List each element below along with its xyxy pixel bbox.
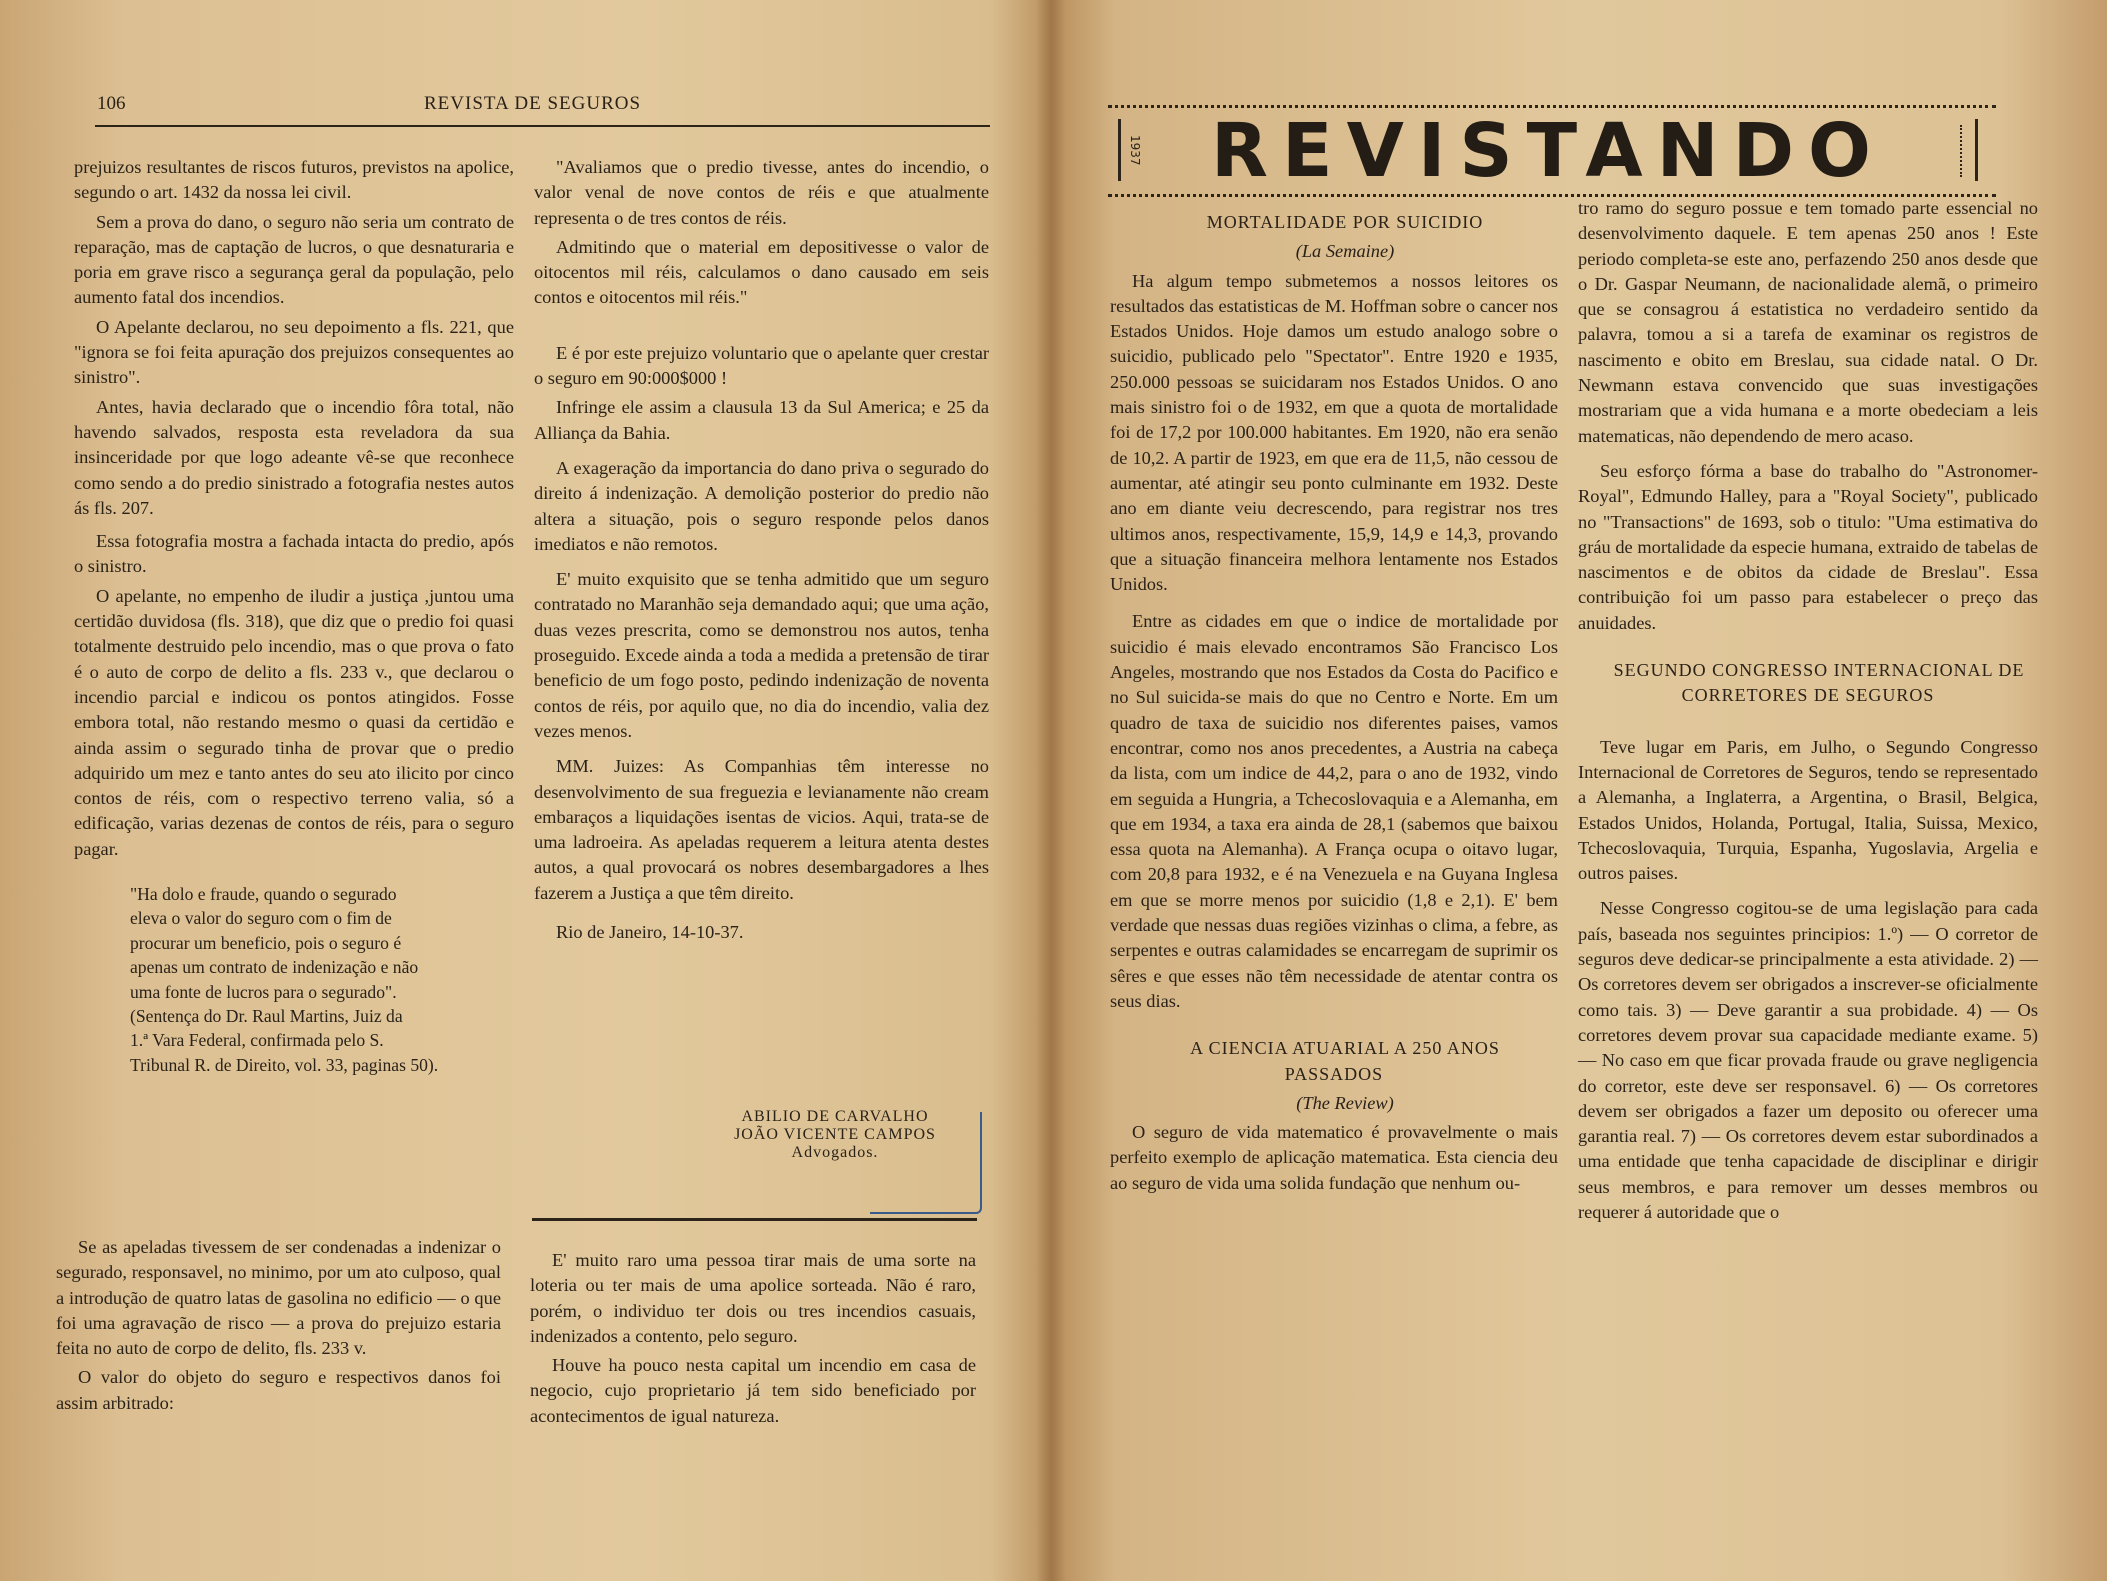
pen-mark <box>870 1112 982 1214</box>
paragraph: MM. Juizes: As Companhias têm interesse no desenvolvimento de sua freguezia e levianamente não cream embaraços a liquidações isentas de vicios. Aqui, trata-se de uma ladroeira. As apeladas requerem a leitura atenta destes autos, a qual provocará os nobres desembargadores a lhes fazerem a Justiça a que têm direito. <box>534 756 989 903</box>
quote-line: procurar um beneficio, pois o seguro é <box>130 932 402 953</box>
article-heading: SEGUNDO CONGRESSO INTERNACIONAL DE CORRETORES DE SEGUROS <box>1613 660 2025 706</box>
masthead <box>1108 105 1996 197</box>
right-column-3 <box>1110 210 1558 1200</box>
quote-line: Tribunal R. de Direito, vol. 33, paginas 50). <box>130 1054 439 1075</box>
running-head: REVISTA DE SEGUROS <box>424 93 642 114</box>
paragraph: O valor do objeto do seguro e respectivos danos foi assim arbitrado: <box>56 1367 501 1413</box>
quote-line: uma fonte de lucros para o segurado". <box>130 981 397 1002</box>
signatory-name: ABILIO DE CARVALHO <box>741 1108 929 1125</box>
quote-line: 1.ª Vara Federal, confirmada pelo S. <box>130 1030 384 1051</box>
paragraph: Nesse Congresso cogitou-se de uma legislação para cada país, baseada nos seguintes principios: 1.º) — O corretor de seguros deve dedicar-se principalmente a esta atividade. 2) — Os corretores devem ser obrigados a inscrever-se oficialmente como tais. 3) — Deve garantir a sua probidade. 4) — Os corretores devem provar sua capacidade mediante exame. 5) — No caso em que ficar provada fraude ou grave negligencia do corretor, este deve ser responsavel. 6) — Os corretores devem ser obrigados a fazer um deposito ou oferecer uma garantia real. 7) — Os corretores devem estar subordinados a uma entidade que tenha capacidade de disciplinar e dirigir seus membros, e para remover um desses membros ou requerer á autoridade que o <box>1578 898 2038 1222</box>
paragraph: tro ramo do seguro possue e tem tomado parte essencial no desenvolvimento daquele. E tem apenas 250 anos ! Este periodo completa-se este ano, perfazendo 250 anos desde que o Dr. Gaspar Neumann, de nacionalidade alemã, o primeiro que se consagrou á estatistica no verdadeiro sentido da palavra, tomou a si a tarefa de examinar os registros de nascimento e obito em Breslau, sua cidade natal. O Dr. Newmann estava convencido que suas investigações mostrariam que a vida humana e a morte obedeciam a leis matematicas, não dependendo de mero acaso. <box>1578 198 2038 446</box>
paragraph: Ha algum tempo submetemos a nossos leitores os resultados das estatisticas de M. Hoffman sobre o cancer nos Estados Unidos. Hoje damos um estudo analogo sobre o suicidio, publicado pelo "Spectator". Entre 1920 e 1935, 250.000 pessoas se suicidaram nos Estados Unidos. O ano mais sinistro foi o de 1932, em que a quota de mortalidade foi de 17,2 por 100.000 habitantes. Em 1920, não era senão de 10,2. A partir de 1923, em que era de 11,5, não cessou de aumentar, até atingir seu ponto culminante em 1932. Deste ano em diante veiu decrescendo, para registrar nos tres ultimos anos, respectivamente, 15,9, 14,9 e 14,3, provando que a situação financeira melhora lentamente nos Estados Unidos. <box>1110 270 1558 595</box>
paragraph: Essa fotografia mostra a fachada intacta do predio, após o sinistro. <box>74 531 514 577</box>
paragraph: Infringe ele assim a clausula 13 da Sul America; e 25 da Alliança da Bahia. <box>534 397 989 443</box>
masthead-ornament <box>1960 125 1986 177</box>
page-gutter <box>1036 0 1066 1581</box>
paragraph: O apelante, no empenho de iludir a justiça ,juntou uma certidão duvidosa (fls. 318), que diz que o predio foi quasi totalmente destruido pelo incendio, mas o que prova o fato é o auto de corpo de delito a fls. 233 v., que declarou o incendio parcial e indicou os pontos atingidos. Fosse embora total, não restando mesmo o quasi da certidão e ainda assim o segurado tinha de provar que o predio adquirido um mez e tanto antes do seu ato ilicito por cinco contos de réis, com o respectivo terreno valia, só a edificação, varias dezenas de contos de réis, para o seguro pagar. <box>74 585 514 859</box>
paragraph: A exageração da importancia do dano priva o segurado do direito á indenização. A demolição posterior do predio não altera a situação, pois o seguro responde pelos danos imediatos e não remotos. <box>534 457 989 554</box>
article-heading: A CIENCIA ATUARIAL A 250 ANOS PASSADOS <box>1190 1038 1500 1084</box>
quote-block <box>130 882 508 1077</box>
left-column-1-bottom <box>56 1235 501 1420</box>
header-rule <box>95 125 990 127</box>
paragraph: O seguro de vida matematico é provavelmente o mais perfeito exemplo de aplicação matematica. Esta ciencia deu ao seguro de vida uma solida fundação que nenhum ou- <box>1110 1122 1558 1193</box>
left-column-2-bottom <box>530 1248 976 1433</box>
quote-line: "Ha dolo e fraude, quando o segurado <box>130 884 397 905</box>
article-source: (The Review) <box>1296 1092 1394 1113</box>
article-source: (La Semaine) <box>1295 241 1395 262</box>
article-heading: MORTALIDADE POR SUICIDIO <box>1206 212 1484 232</box>
paragraph: Sem a prova do dano, o seguro não seria um contrato de reparação, mas de captação de lucros, o que desnaturaria e poria em grave risco a segurança geral da população, pelo aumento fatal dos incendios. <box>74 211 514 308</box>
masthead-title: REVISTANDO <box>1211 108 1885 194</box>
date-line: Rio de Janeiro, 14-10-37. <box>556 922 744 943</box>
paragraph: E é por este prejuizo voluntario que o apelante quer crestar o seguro em 90:000$000 ! <box>534 342 990 389</box>
quote-line: eleva o valor do seguro com o fim de <box>130 908 392 929</box>
right-column-4 <box>1578 196 2038 1229</box>
paragraph: Houve ha pouco nesta capital um incendio em casa de negocio, cujo proprietario já tem sido beneficiado por acontecimentos de igual natureza. <box>530 1355 976 1426</box>
paragraph: E' muito exquisito que se tenha admitido que um seguro contratado no Maranhão seja demandado aqui; que uma ação, duas vezes prescrita, como se demonstrou nos autos, tenha proseguido. Excede ainda a toda a medida a pretensão de tirar beneficio de um fogo posto, pedindo indenização de noventa contos de réis, por aquilo que, no dia do incendio, valia dez vezes menos. <box>534 569 989 741</box>
signatory-role: Advogados. <box>791 1144 879 1161</box>
section-rule <box>532 1218 977 1221</box>
paragraph: "Avaliamos que o predio tivesse, antes do incendio, o valor venal de nove contos de réis e que atualmente representa o de tres contos de réis. <box>534 157 989 228</box>
signatory-name: JOÃO VICENTE CAMPOS <box>734 1126 936 1143</box>
paragraph: Admitindo que o material em depositivesse o valor de oitocentos mil réis, calculamos o dano causado em seis contos e oitocentos mil réis." <box>534 236 989 308</box>
paragraph: E' muito raro uma pessoa tirar mais de uma sorte na loteria ou ter mais de uma apolice sorteada. Não é raro, porém, o individuo ter dois ou tres incendios casuais, indenizados a contento, pelo seguro. <box>530 1250 976 1346</box>
quote-line: apenas um contrato de indenização e não <box>130 957 419 978</box>
page-number: 106 <box>97 93 126 114</box>
paragraph: Se as apeladas tivessem de ser condenadas a indenizar o segurado, responsavel, no minimo, por um ato culposo, qual a introdução de quatro latas de gasolina no edificio — o que foi uma agravação de risco — a prova do prejuizo estaria feita no auto de corpo de delito, fls. 233 v. <box>56 1237 501 1359</box>
paragraph: prejuizos resultantes de riscos futuros, previstos na apolice, segundo o art. 1432 da nossa lei civil. <box>74 157 514 203</box>
left-column-1 <box>74 155 514 1081</box>
left-column-2 <box>534 155 989 949</box>
paragraph: O Apelante declarou, no seu depoimento a fls. 221, que "ignora se foi feita apuração dos prejuizos consequentes ao sinistro". <box>74 316 514 388</box>
paragraph: Entre as cidades em que o indice de mortalidade por suicidio é mais elevado encontramos São Francisco Los Angeles, mostrando que nos Estados da Costa do Pacifico e no Sul suicida-se mais do que no Centro e Norte. Em um quadro de taxa de suicidio nos diferentes paises, vamos encontrar, como nos anos precedentes, a Austria na cabeça da lista, com um indice de 44,2, para o ano de 1932, vindo em seguida a Hungria, a Tchecoslovaquia e a Alemanha, em que em 1934, a taxa era ainda de 28,1 (sabemos que baixou essa quota na Alemanha). A França ocupa o oitavo lugar, com 20,8 para 1932, e é na Venezuela e na Guyana Inglesa em que se morre menos por suicidio (1,8 e 2,1). E' bem verdade que nessas duas regiões vizinhas o clima, a febre, as serpentes e outras calamidades se encarregam de suprimir os sêres e que esses não têm necessidade de atentar contra os seus dias. <box>1110 611 1558 1011</box>
paragraph: Antes, havia declarado que o incendio fôra total, não havendo salvados, resposta esta reveladora da sua insinceridade por que logo adeante vê-se que reconhece como sendo a do predio sinistrado a fotografia nestes autos ás fls. 207. <box>74 396 514 518</box>
quote-line: (Sentença do Dr. Raul Martins, Juiz da <box>130 1006 403 1027</box>
paragraph: Seu esforço fórma a base do trabalho do "Astronomer-Royal", Edmundo Halley, para a "Royal Society", publicado no "Transactions" de 1693, sob o titulo: "Uma estimativa do gráu de mortalidade da especie humana, extraido de tabelas de nascimentos e de obitos da cidade de Breslau". Essa contribuição foi um passo para estabelecer o preço das anuidades. <box>1578 460 2038 633</box>
paragraph: Teve lugar em Paris, em Julho, o Segundo Congresso Internacional de Corretores de Seguros, tendo se representado a Alemanha, a Inglaterra, a Argentina, o Brasil, Belgica, Estados Unidos, Holanda, Portugal, Italia, Suissa, Mexico, Tchecoslovaquia, Turquia, Espanha, Yugoslavia, Argelia e outros paises. <box>1578 736 2038 884</box>
masthead-side-mark: 1937 <box>1128 135 1142 166</box>
